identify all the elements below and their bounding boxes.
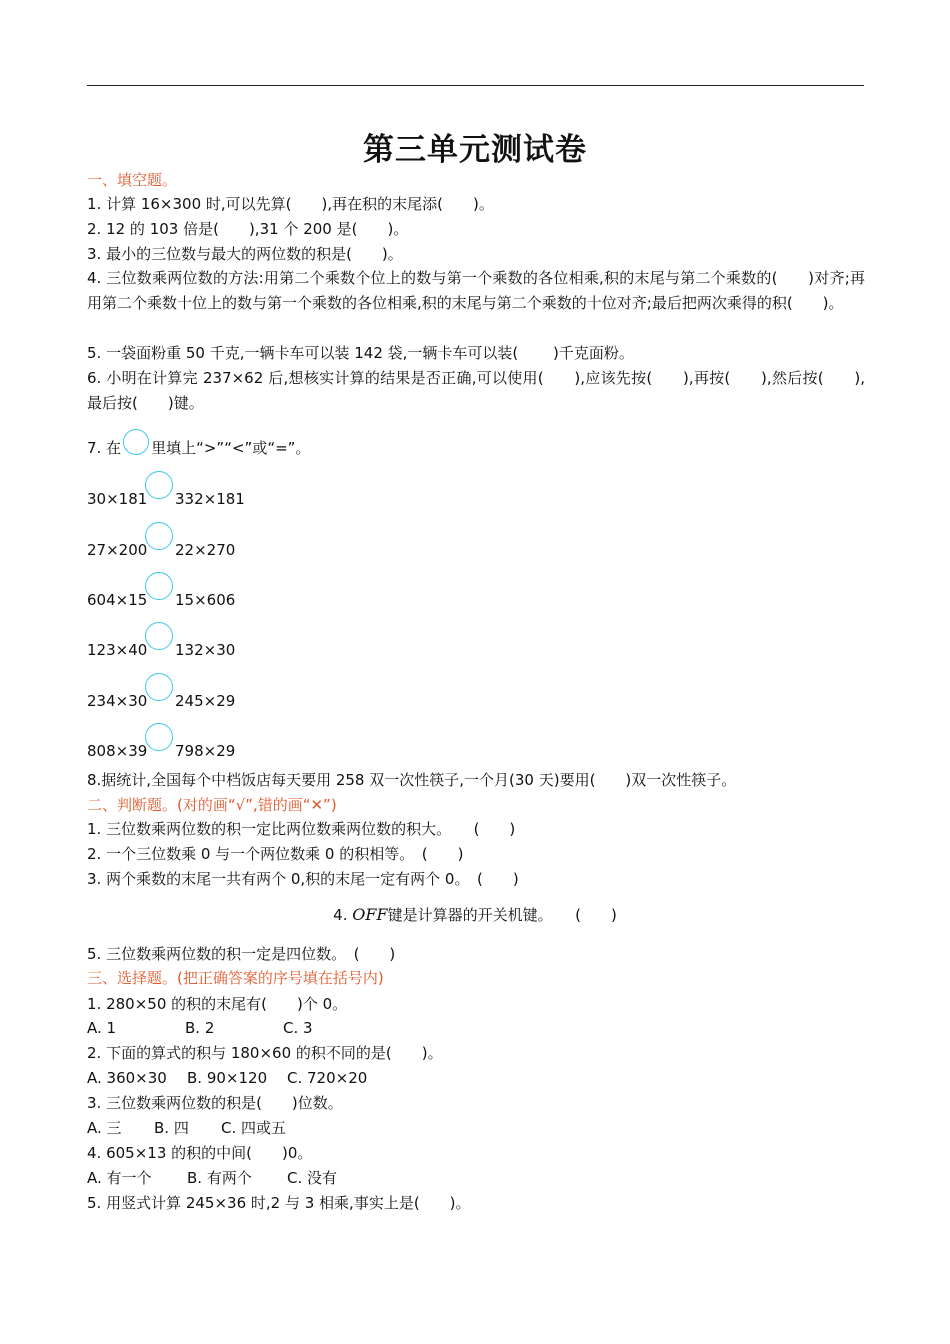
comparison-right: 798×29 [175, 742, 236, 760]
comparison-row [87, 540, 236, 560]
comparison-row [87, 741, 236, 761]
compare-circle-icon [123, 429, 149, 455]
option-c: C. 720×20 [287, 1069, 368, 1087]
s1-question-5: 5. 一袋面粉重 50 千克,一辆卡车可以装 142 袋,一辆卡车可以装( )千克面粉。 [87, 344, 634, 362]
s2-question-1: 1. 三位数乘两位数的积一定比两位数乘两位数的积大。 ( ) [87, 820, 516, 838]
s3-question-1: 1. 280×50 的积的末尾有( )个 0。 [87, 995, 348, 1013]
comparison-row [87, 489, 245, 509]
option-b: B. 有两个 [187, 1169, 252, 1187]
comparison-circle[interactable] [145, 471, 173, 499]
comparison-row [87, 640, 236, 660]
s1-question-7-suffix: 里填上“>”“<”或“=”。 [151, 439, 311, 457]
s3-question-3: 3. 三位数乘两位数的积是( )位数。 [87, 1094, 343, 1112]
s3-question-4-options [87, 1168, 337, 1188]
comparison-circle[interactable] [145, 572, 173, 600]
comparison-left: 27×200 [87, 541, 148, 559]
comparison-left: 808×39 [87, 742, 148, 760]
s1-question-7-prefix: 7. 在 [87, 439, 122, 457]
comparison-right: 332×181 [175, 490, 245, 508]
s2-question-4-text: 键是计算器的开关机键。 ( ) [387, 906, 617, 924]
comparison-left: 604×15 [87, 591, 148, 609]
page-title: 第三单元测试卷 [363, 132, 587, 168]
option-c: C. 没有 [287, 1169, 338, 1187]
s3-question-4: 4. 605×13 的积的中间( )0。 [87, 1144, 313, 1162]
comparison-circle[interactable] [145, 673, 173, 701]
section1-heading: 一、填空题。 [87, 171, 178, 189]
s1-question-4: 4. 三位数乘两位数的方法:用第二个乘数个位上的数与第一个乘数的各位相乘,积的末尾与第二个乘数的( )对齐;再用第二个乘数十位上的数与第一个乘数的各位相乘,积的末尾与第二个乘数的十位对齐;最后把两次乘得的积( )。 [87, 269, 865, 312]
s3-question-1-options [87, 1018, 313, 1038]
option-b: B. 2 [185, 1019, 215, 1037]
comparison-row [87, 691, 236, 711]
s2-question-3: 3. 两个乘数的末尾一共有两个 0,积的末尾一定有两个 0。 ( ) [87, 870, 519, 888]
s1-question-7 [87, 438, 310, 458]
option-a: A. 1 [87, 1019, 117, 1037]
comparison-circle[interactable] [145, 723, 173, 751]
s2-question-5: 5. 三位数乘两位数的积一定是四位数。 ( ) [87, 945, 396, 963]
s2-question-2: 2. 一个三位数乘 0 与一个两位数乘 0 的积相等。 ( ) [87, 845, 464, 863]
comparison-right: 15×606 [175, 591, 236, 609]
option-c: C. 3 [283, 1019, 313, 1037]
section2-heading: 二、判断题。(对的画“√”,错的画“✕”) [87, 796, 337, 814]
s1-question-8: 8.据统计,全国每个中档饭店每天要用 258 双一次性筷子,一个月(30 天)要用( )双一次性筷子。 [87, 771, 737, 789]
option-b: B. 四 [154, 1119, 189, 1137]
s1-question-3: 3. 最小的三位数与最大的两位数的积是( )。 [87, 245, 403, 263]
s2-question-4 [0, 905, 950, 925]
comparison-right: 132×30 [175, 641, 236, 659]
header-rule [87, 85, 864, 86]
s2-question-4-number: 4. [333, 906, 348, 924]
comparison-right: 245×29 [175, 692, 236, 710]
s3-question-2: 2. 下面的算式的积与 180×60 的积不同的是( )。 [87, 1044, 443, 1062]
s3-question-3-options [87, 1118, 286, 1138]
comparison-left: 234×30 [87, 692, 148, 710]
option-a: A. 有一个 [87, 1169, 152, 1187]
option-a: A. 三 [87, 1119, 122, 1137]
comparison-right: 22×270 [175, 541, 236, 559]
comparison-left: 30×181 [87, 490, 148, 508]
option-a: A. 360×30 [87, 1069, 167, 1087]
comparison-circle[interactable] [145, 522, 173, 550]
option-b: B. 90×120 [187, 1069, 268, 1087]
s1-question-6: 6. 小明在计算完 237×62 后,想核实计算的结果是否正确,可以使用( ),应该先按( ),再按( ),然后按( ),最后按( )键。 [87, 369, 865, 412]
s1-question-1: 1. 计算 16×300 时,可以先算( ),再在积的末尾添( )。 [87, 195, 494, 213]
comparison-left: 123×40 [87, 641, 148, 659]
section3-heading: 三、选择题。(把正确答案的序号填在括号内) [87, 969, 384, 987]
off-key-label: OFF [352, 905, 388, 924]
s3-question-5: 5. 用竖式计算 245×36 时,2 与 3 相乘,事实上是( )。 [87, 1194, 471, 1212]
s1-question-2: 2. 12 的 103 倍是( ),31 个 200 是( )。 [87, 220, 409, 238]
s3-question-2-options [87, 1068, 367, 1088]
comparison-row [87, 590, 236, 610]
option-c: C. 四或五 [221, 1119, 287, 1137]
comparison-circle[interactable] [145, 622, 173, 650]
